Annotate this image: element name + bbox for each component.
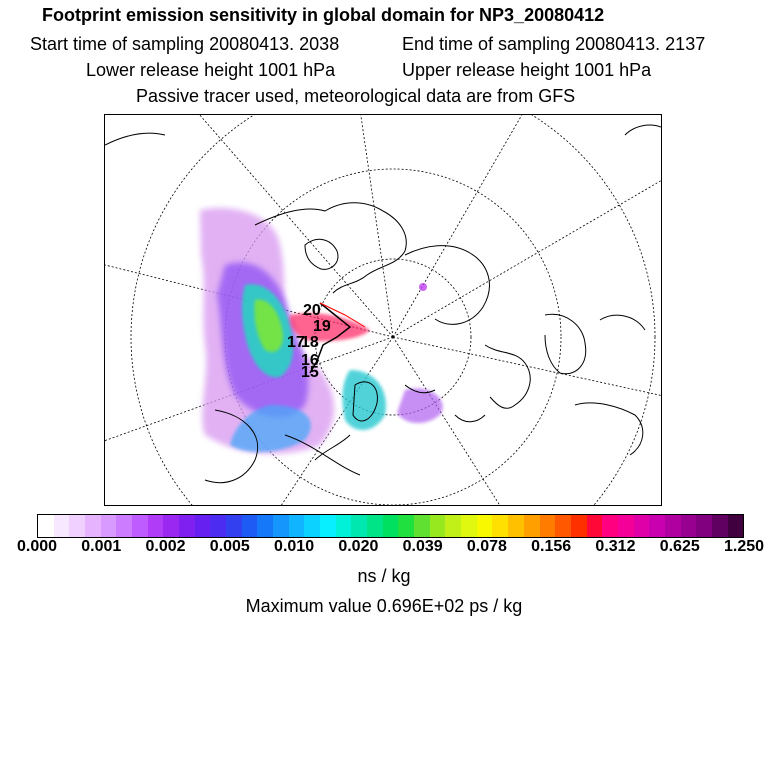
coastlines <box>105 125 661 483</box>
colorbar-swatch <box>336 515 352 537</box>
colorbar-swatch <box>148 515 164 537</box>
lower-release-text: Lower release height 1001 hPa <box>86 60 336 80</box>
upper-release-text: Upper release height 1001 hPa <box>402 60 652 80</box>
colorbar-tick-label: 0.005 <box>209 538 250 555</box>
start-time-text: Start time of sampling 20080413. 2038 <box>30 34 340 54</box>
colorbar-unit: ns / kg <box>357 566 411 586</box>
colorbar-tick-label: 0.625 <box>659 538 700 555</box>
trajectory-label: 18 <box>301 334 319 351</box>
colorbar-tick-label: 0.078 <box>466 538 507 555</box>
colorbar-swatch <box>85 515 101 537</box>
colorbar-swatch <box>242 515 258 537</box>
colorbar-swatch <box>179 515 195 537</box>
colorbar-swatch <box>398 515 414 537</box>
colorbar-swatch <box>414 515 430 537</box>
colorbar-swatch <box>320 515 336 537</box>
colorbar-tick-label: 0.020 <box>338 538 379 555</box>
colorbar-swatch <box>257 515 273 537</box>
colorbar-swatch <box>712 515 728 537</box>
end-time-text: End time of sampling 20080413. 2137 <box>402 34 706 54</box>
colorbar-swatch <box>649 515 665 537</box>
map-panel <box>104 114 662 506</box>
colorbar-swatch <box>351 515 367 537</box>
colorbar-tick-label: 0.002 <box>145 538 186 555</box>
colorbar-swatch <box>163 515 179 537</box>
colorbar-tick-label: 0.000 <box>16 538 58 555</box>
colorbar-swatch <box>430 515 446 537</box>
colorbar-swatch <box>571 515 587 537</box>
colorbar-swatch <box>132 515 148 537</box>
colorbar-swatch <box>69 515 85 537</box>
colorbar-swatch <box>696 515 712 537</box>
trajectory-label: 20 <box>303 302 321 319</box>
plot-title: Footprint emission sensitivity in global domain for NP3_20080412 <box>42 5 605 25</box>
colorbar-swatch <box>383 515 399 537</box>
colorbar-swatch <box>681 515 697 537</box>
colorbar-swatch <box>304 515 320 537</box>
colorbar-tick-label: 1.250 <box>723 538 765 555</box>
colorbar-swatch <box>101 515 117 537</box>
colorbar-swatch <box>587 515 603 537</box>
colorbar-swatch <box>634 515 650 537</box>
colorbar-swatch <box>116 515 132 537</box>
colorbar-tick-label: 0.156 <box>531 538 572 555</box>
colorbar-swatch <box>38 515 54 537</box>
colorbar-swatch <box>728 515 744 537</box>
colorbar-tick-label: 0.001 <box>81 538 122 555</box>
trajectory-label: 19 <box>313 318 331 335</box>
colorbar-swatch <box>210 515 226 537</box>
colorbar-swatch <box>54 515 70 537</box>
colorbar-swatch <box>508 515 524 537</box>
colorbar-swatch <box>195 515 211 537</box>
meridian-lines <box>105 115 661 505</box>
colorbar-swatch <box>602 515 618 537</box>
colorbar-swatch <box>555 515 571 537</box>
trajectory-label: 15 <box>301 364 319 381</box>
maximum-value-text: Maximum value 0.696E+02 ps / kg <box>245 596 523 616</box>
colorbar <box>37 514 744 538</box>
colorbar-swatch <box>477 515 493 537</box>
colorbar-swatch <box>665 515 681 537</box>
colorbar-swatch <box>273 515 289 537</box>
colorbar-swatch <box>461 515 477 537</box>
trajectory-label: 17 <box>287 334 305 351</box>
colorbar-swatch <box>289 515 305 537</box>
colorbar-tick-label: 0.010 <box>274 538 315 555</box>
colorbar-tick-label: 0.312 <box>595 538 636 555</box>
colorbar-swatch <box>618 515 634 537</box>
colorbar-swatch <box>445 515 461 537</box>
colorbar-swatch <box>540 515 556 537</box>
colorbar-tick-label: 0.039 <box>402 538 443 555</box>
polar-map <box>105 115 661 505</box>
colorbar-swatch <box>226 515 242 537</box>
trajectory-label: 16 <box>301 352 319 369</box>
tracer-note: Passive tracer used, meteorological data are from GFS <box>136 86 576 106</box>
colorbar-swatch <box>524 515 540 537</box>
colorbar-swatch <box>367 515 383 537</box>
colorbar-swatch <box>492 515 508 537</box>
